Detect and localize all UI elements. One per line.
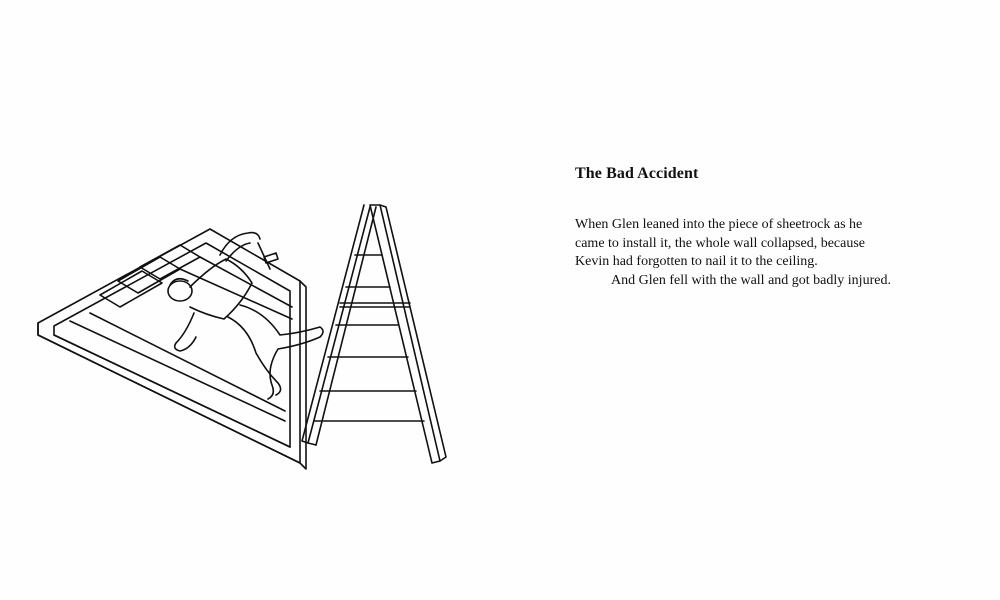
fallen-wall-ladder-drawing xyxy=(30,195,470,475)
story-line-2: came to install it, the whole wall collapsed, because xyxy=(575,235,866,251)
story-line-3: Kevin had forgotten to nail it to the ceiling. xyxy=(575,254,818,269)
story-line-1: When Glen leaned into the piece of sheetrock as he xyxy=(575,217,863,232)
story-title: The Bad Accident xyxy=(575,165,699,182)
story-body xyxy=(575,216,975,290)
fallen-wall xyxy=(38,229,306,469)
story-text xyxy=(575,165,975,290)
story-line-4: And Glen fell with the wall and got badly injured. xyxy=(611,272,891,288)
ladder xyxy=(302,205,446,463)
